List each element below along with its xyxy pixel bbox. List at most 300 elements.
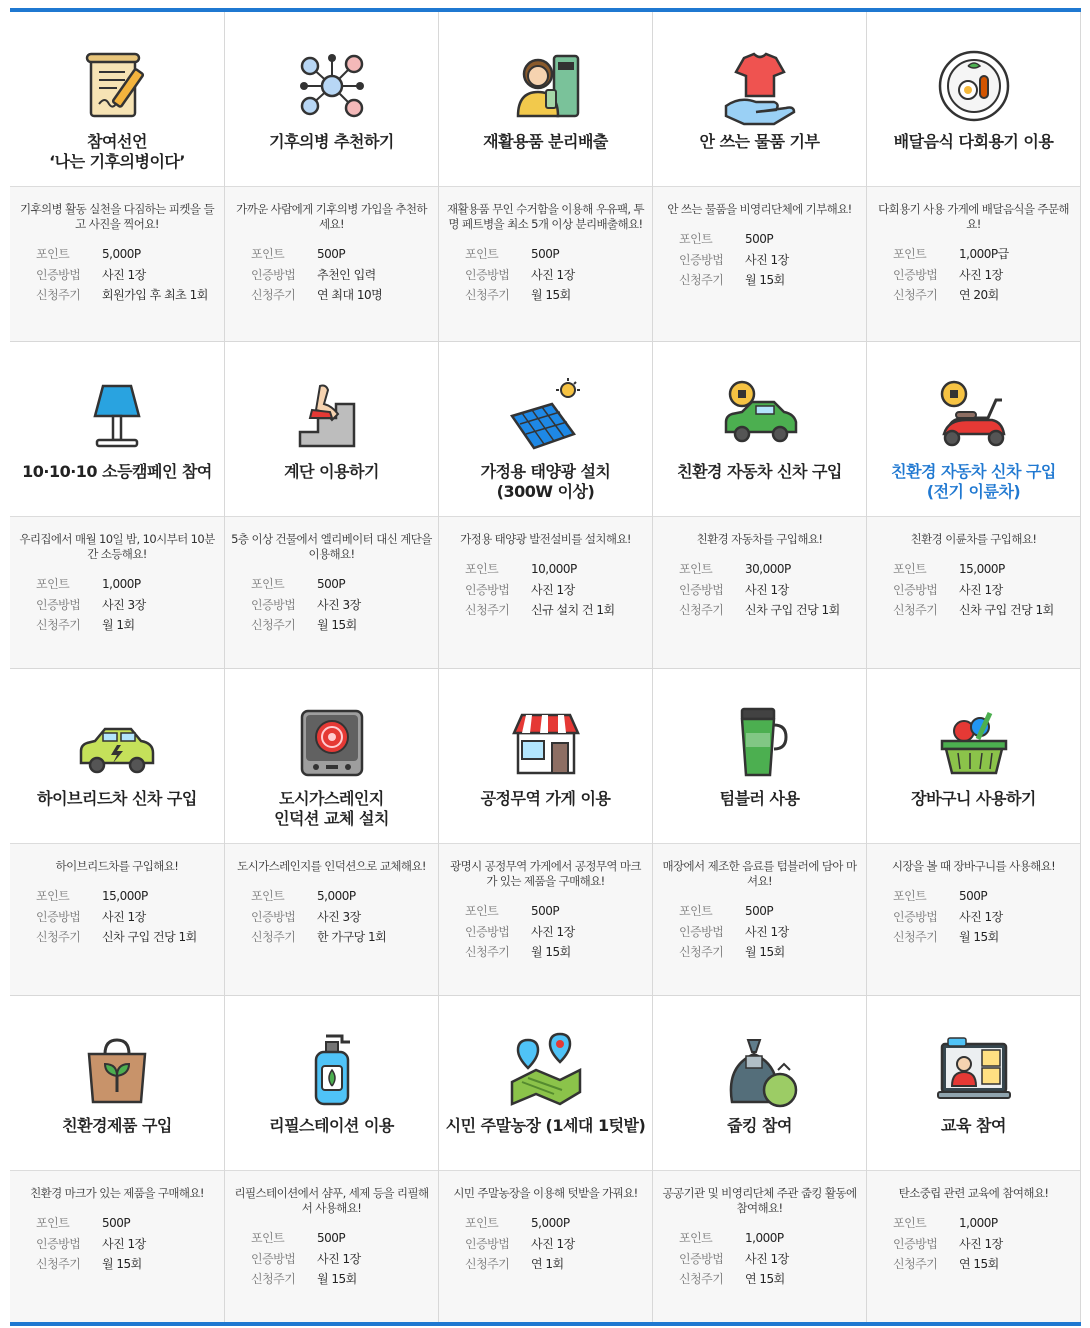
- cycle-value: 한 가구당 1회: [317, 930, 387, 944]
- card-description: 탄소중립 관련 교육에 참여해요!: [898, 1186, 1049, 1200]
- cycle-value: 월 15회: [959, 930, 999, 944]
- cycle-row: [893, 600, 1074, 621]
- point-label: 포인트: [36, 577, 70, 591]
- card-details: [225, 187, 438, 341]
- card-description: 안 쓰는 물품을 비영리단체에 기부해요!: [667, 202, 852, 216]
- cycle-value: 연 20회: [959, 288, 999, 302]
- card-description: 매장에서 제조한 음료를 텀블러에 담아 마셔요!: [662, 859, 857, 888]
- method-row: [36, 1234, 218, 1255]
- point-row: [893, 559, 1074, 580]
- method-value: 사진 1장: [317, 1251, 361, 1266]
- store-icon: [506, 703, 586, 783]
- donation-hand-icon: [720, 46, 800, 126]
- recycling-person-icon: [506, 46, 586, 126]
- cycle-value: 월 1회: [102, 618, 135, 632]
- point-label: 포인트: [679, 904, 713, 918]
- activity-card[interactable]: [224, 669, 438, 995]
- method-row: [465, 265, 646, 286]
- card-title: 친환경제품 구입: [62, 1116, 172, 1135]
- cycle-value: 월 15회: [102, 1257, 142, 1271]
- online-education-icon: [934, 1030, 1014, 1110]
- trash-bags-icon: [720, 1030, 800, 1110]
- card-info: [679, 559, 860, 621]
- point-row: [251, 574, 432, 595]
- cycle-value: 월 15회: [531, 288, 571, 302]
- method-row: [465, 922, 646, 943]
- card-description: 시민 주말농장을 이용해 텃밭을 가꿔요!: [453, 1186, 638, 1200]
- point-label: 포인트: [679, 562, 713, 576]
- activity-card[interactable]: [866, 342, 1081, 668]
- point-row: [251, 244, 432, 265]
- method-row: [893, 265, 1074, 286]
- method-value: 사진 1장: [102, 909, 146, 924]
- point-value: 500P: [531, 904, 560, 918]
- point-value: 1,000P: [102, 577, 141, 591]
- card-info: [893, 244, 1074, 306]
- card-details: [10, 844, 224, 995]
- method-row: [36, 595, 218, 616]
- card-title: 친환경 자동차 신차 구입 (전기 이륜차): [891, 462, 1056, 501]
- cycle-value: 신규 설치 건 1회: [531, 603, 615, 617]
- point-label: 포인트: [679, 232, 713, 246]
- point-value: 500P: [317, 577, 346, 591]
- point-label: 포인트: [465, 247, 499, 261]
- card-info: [465, 244, 646, 306]
- card-title: 시민 주말농장 (1세대 1텃밭): [445, 1116, 646, 1135]
- point-value: 10,000P: [531, 562, 577, 576]
- card-info: [465, 559, 646, 621]
- card-details: [653, 1171, 866, 1322]
- cycle-label: 신청주기: [893, 603, 938, 617]
- cycle-row: [36, 615, 218, 636]
- method-value: 사진 1장: [745, 582, 789, 597]
- card-title: 하이브리드차 신차 구입: [37, 789, 197, 808]
- point-row: [679, 1228, 860, 1249]
- method-row: [251, 1249, 432, 1270]
- card-info: [36, 574, 218, 636]
- card-info: [679, 1228, 860, 1290]
- card-description: 재활용품 무인 수거함을 이용해 우유팩, 투명 페트병을 최소 5개 이상 분리배출해요!: [447, 202, 644, 231]
- card-description: 가정용 태양광 발전설비를 설치해요!: [460, 532, 631, 546]
- method-row: [251, 907, 432, 928]
- electric-scooter-icon: [934, 376, 1014, 456]
- activity-card[interactable]: [10, 669, 224, 995]
- card-details: [225, 1171, 438, 1322]
- point-label: 포인트: [251, 577, 285, 591]
- card-header: [10, 669, 224, 844]
- card-info: [36, 886, 218, 948]
- method-value: 사진 1장: [959, 909, 1003, 924]
- card-details: [10, 187, 224, 341]
- method-label: 인증방법: [36, 597, 81, 612]
- method-value: 사진 1장: [102, 1236, 146, 1251]
- method-label: 인증방법: [36, 1236, 81, 1251]
- card-info: [465, 1213, 646, 1275]
- cycle-row: [465, 600, 646, 621]
- method-label: 인증방법: [679, 1251, 724, 1266]
- method-row: [893, 1234, 1074, 1255]
- point-row: [465, 559, 646, 580]
- point-label: 포인트: [465, 904, 499, 918]
- point-row: [465, 1213, 646, 1234]
- point-label: 포인트: [251, 1231, 285, 1245]
- card-title: 공정무역 가게 이용: [480, 789, 611, 808]
- cycle-label: 신청주기: [251, 288, 296, 302]
- card-details: [867, 187, 1080, 341]
- card-header: [225, 996, 438, 1171]
- method-row: [679, 922, 860, 943]
- card-details: [439, 517, 652, 668]
- method-label: 인증방법: [893, 267, 938, 282]
- cycle-label: 신청주기: [36, 930, 81, 944]
- cycle-label: 신청주기: [251, 618, 296, 632]
- card-title: 텀블러 사용: [719, 789, 800, 808]
- activity-card[interactable]: [224, 996, 438, 1322]
- point-value: 30,000P: [745, 562, 791, 576]
- method-label: 인증방법: [679, 924, 724, 939]
- lamp-icon: [77, 376, 157, 456]
- card-description: 친환경 마크가 있는 제품을 구매해요!: [30, 1186, 204, 1200]
- cycle-row: [251, 615, 432, 636]
- pledge-paper-icon: [77, 46, 157, 126]
- point-label: 포인트: [893, 1216, 927, 1230]
- point-row: [36, 244, 218, 265]
- card-description: 시장을 볼 때 장바구니를 사용해요!: [891, 859, 1056, 873]
- card-title: 계단 이용하기: [284, 462, 379, 481]
- card-details: [653, 517, 866, 668]
- cycle-row: [465, 285, 646, 306]
- card-header: [653, 12, 866, 187]
- card-description: 공공기관 및 비영리단체 주관 줍킹 활동에 참여해요!: [662, 1186, 857, 1215]
- cycle-label: 신청주기: [36, 288, 81, 302]
- point-label: 포인트: [893, 889, 927, 903]
- method-label: 인증방법: [465, 582, 510, 597]
- activity-card[interactable]: [652, 342, 866, 668]
- card-details: [225, 844, 438, 995]
- card-info: [893, 886, 1074, 948]
- electric-car-icon: [720, 376, 800, 456]
- card-description: 친환경 자동차를 구입해요!: [696, 532, 823, 546]
- point-value: 500P: [317, 247, 346, 261]
- method-label: 인증방법: [465, 1236, 510, 1251]
- card-details: [439, 187, 652, 341]
- point-row: [893, 1213, 1074, 1234]
- method-value: 사진 3장: [317, 597, 361, 612]
- method-value: 추천인 입력: [317, 267, 376, 282]
- method-label: 인증방법: [251, 909, 296, 924]
- cycle-row: [36, 1254, 218, 1275]
- cycle-label: 신청주기: [679, 945, 724, 959]
- point-row: [679, 229, 860, 250]
- card-info: [893, 1213, 1074, 1275]
- tumbler-icon: [720, 703, 800, 783]
- method-row: [36, 907, 218, 928]
- point-value: 1,000P급: [959, 247, 1009, 261]
- food-plate-icon: [934, 46, 1014, 126]
- method-label: 인증방법: [251, 1251, 296, 1266]
- point-value: 500P: [745, 232, 774, 246]
- activity-card[interactable]: [652, 669, 866, 995]
- card-header: [867, 996, 1080, 1171]
- card-title: 친환경 자동차 신차 구입: [677, 462, 842, 481]
- refill-bottle-icon: [292, 1030, 372, 1110]
- point-value: 500P: [959, 889, 988, 903]
- card-details: [867, 517, 1080, 668]
- card-title: 재활용품 분리배출: [483, 132, 608, 151]
- card-header: [653, 342, 866, 517]
- card-description: 다회용기 사용 가게에 배달음식을 주문해요!: [878, 202, 1069, 231]
- cycle-value: 신차 구입 건당 1회: [959, 603, 1054, 617]
- card-details: [867, 1171, 1080, 1322]
- card-details: [439, 1171, 652, 1322]
- method-row: [893, 580, 1074, 601]
- cycle-value: 연 15회: [745, 1272, 785, 1286]
- activity-card[interactable]: [438, 12, 652, 341]
- method-value: 사진 1장: [959, 267, 1003, 282]
- method-row: [251, 595, 432, 616]
- card-header: [867, 669, 1080, 844]
- point-value: 500P: [745, 904, 774, 918]
- cycle-value: 월 15회: [531, 945, 571, 959]
- card-details: [225, 517, 438, 668]
- hybrid-car-icon: [77, 703, 157, 783]
- point-row: [251, 886, 432, 907]
- card-description: 하이브리드차를 구입해요!: [55, 859, 179, 873]
- card-header: [653, 996, 866, 1171]
- point-value: 15,000P: [959, 562, 1005, 576]
- network-people-icon: [292, 46, 372, 126]
- cycle-row: [251, 1269, 432, 1290]
- method-row: [465, 580, 646, 601]
- cycle-value: 월 15회: [317, 618, 357, 632]
- method-label: 인증방법: [465, 924, 510, 939]
- point-row: [893, 886, 1074, 907]
- point-label: 포인트: [36, 247, 70, 261]
- method-value: 사진 1장: [102, 267, 146, 282]
- shopping-basket-icon: [934, 703, 1014, 783]
- eco-bag-icon: [77, 1030, 157, 1110]
- card-description: 5층 이상 건물에서 엘리베이터 대신 계단을 이용해요!: [231, 532, 432, 561]
- cycle-value: 월 15회: [745, 273, 785, 287]
- point-label: 포인트: [893, 247, 927, 261]
- cycle-label: 신청주기: [251, 1272, 296, 1286]
- cycle-value: 연 최대 10명: [317, 288, 383, 302]
- cycle-value: 신차 구입 건당 1회: [745, 603, 840, 617]
- cycle-value: 월 15회: [317, 1272, 357, 1286]
- card-title: 줍킹 참여: [727, 1116, 792, 1135]
- activity-card[interactable]: [652, 996, 866, 1322]
- activity-card[interactable]: [224, 342, 438, 668]
- method-value: 사진 1장: [531, 582, 575, 597]
- cycle-value: 월 15회: [745, 945, 785, 959]
- point-label: 포인트: [36, 889, 70, 903]
- activity-row: [10, 996, 1081, 1322]
- cycle-value: 회원가입 후 최초 1회: [102, 288, 208, 302]
- activity-card[interactable]: [866, 996, 1081, 1322]
- card-header: [867, 342, 1080, 517]
- method-row: [465, 1234, 646, 1255]
- method-value: 사진 1장: [959, 582, 1003, 597]
- card-title: 리필스테이션 이용: [269, 1116, 394, 1135]
- activity-card[interactable]: [10, 12, 224, 341]
- method-value: 사진 1장: [959, 1236, 1003, 1251]
- method-value: 사진 3장: [317, 909, 361, 924]
- point-row: [36, 1213, 218, 1234]
- point-row: [36, 574, 218, 595]
- method-label: 인증방법: [893, 582, 938, 597]
- method-value: 사진 1장: [531, 924, 575, 939]
- cycle-row: [893, 1254, 1074, 1275]
- card-header: [439, 12, 652, 187]
- card-header: [225, 669, 438, 844]
- cycle-row: [679, 1269, 860, 1290]
- method-row: [893, 907, 1074, 928]
- activity-card[interactable]: [224, 12, 438, 341]
- card-header: [10, 12, 224, 187]
- card-title: 참여선언 ‘나는 기후의병이다’: [49, 132, 185, 171]
- cycle-label: 신청주기: [465, 945, 510, 959]
- cycle-label: 신청주기: [893, 288, 938, 302]
- card-info: [251, 1228, 432, 1290]
- cycle-row: [679, 270, 860, 291]
- method-value: 사진 1장: [745, 1251, 789, 1266]
- cycle-label: 신청주기: [893, 1257, 938, 1271]
- activity-card[interactable]: [438, 342, 652, 668]
- point-value: 1,000P: [745, 1231, 784, 1245]
- card-description: 기후의병 활동 실천을 다짐하는 피켓을 들고 사진을 찍어요!: [20, 202, 214, 231]
- point-value: 500P: [102, 1216, 131, 1230]
- point-value: 15,000P: [102, 889, 148, 903]
- cycle-label: 신청주기: [36, 1257, 81, 1271]
- activity-row: [10, 12, 1081, 342]
- activity-row: [10, 669, 1081, 996]
- card-header: [225, 342, 438, 517]
- method-row: [679, 1249, 860, 1270]
- card-description: 도시가스레인지를 인덕션으로 교체해요!: [237, 859, 426, 873]
- card-description: 가까운 사람에게 기후의병 가입을 추천하세요!: [236, 202, 427, 231]
- card-description: 친환경 이륜차를 구입해요!: [910, 532, 1037, 546]
- method-label: 인증방법: [679, 582, 724, 597]
- cycle-row: [36, 927, 218, 948]
- activity-grid: [10, 8, 1081, 1326]
- cycle-value: 연 15회: [959, 1257, 999, 1271]
- cycle-label: 신청주기: [251, 930, 296, 944]
- point-label: 포인트: [251, 889, 285, 903]
- activity-card[interactable]: [438, 996, 652, 1322]
- card-header: [10, 996, 224, 1171]
- card-info: [679, 901, 860, 963]
- activity-card[interactable]: [10, 996, 224, 1322]
- card-title: 장바구니 사용하기: [911, 789, 1036, 808]
- cycle-label: 신청주기: [465, 603, 510, 617]
- cycle-row: [465, 942, 646, 963]
- card-info: [251, 574, 432, 636]
- activity-row: [10, 342, 1081, 669]
- cycle-label: 신청주기: [679, 273, 724, 287]
- cycle-label: 신청주기: [465, 1257, 510, 1271]
- method-label: 인증방법: [893, 909, 938, 924]
- card-info: [36, 1213, 218, 1275]
- card-details: [10, 517, 224, 668]
- card-details: [653, 844, 866, 995]
- card-header: [439, 996, 652, 1171]
- cycle-row: [679, 942, 860, 963]
- activity-card[interactable]: [866, 12, 1081, 341]
- method-value: 사진 1장: [531, 267, 575, 282]
- point-value: 5,000P: [531, 1216, 570, 1230]
- point-row: [465, 901, 646, 922]
- method-label: 인증방법: [251, 267, 296, 282]
- cycle-value: 연 1회: [531, 1257, 564, 1271]
- card-info: [465, 901, 646, 963]
- card-info: [679, 229, 860, 291]
- card-title: 10·10·10 소등캠페인 참여: [22, 462, 212, 481]
- cycle-label: 신청주기: [893, 930, 938, 944]
- stairs-icon: [292, 376, 372, 456]
- card-title: 기후의병 추천하기: [269, 132, 394, 151]
- point-label: 포인트: [893, 562, 927, 576]
- card-description: 광명시 공정무역 가게에서 공정무역 마크가 있는 제품을 구매해요!: [450, 859, 641, 888]
- card-info: [893, 559, 1074, 621]
- point-value: 5,000P: [102, 247, 141, 261]
- card-title: 도시가스레인지 인덕션 교체 설치: [274, 789, 389, 828]
- cycle-row: [893, 285, 1074, 306]
- card-description: 우리집에서 매월 10일 밤, 10시부터 10분간 소등해요!: [19, 532, 215, 561]
- cycle-label: 신청주기: [465, 288, 510, 302]
- card-info: [251, 886, 432, 948]
- point-label: 포인트: [465, 562, 499, 576]
- card-details: [653, 187, 866, 341]
- method-label: 인증방법: [679, 252, 724, 267]
- method-row: [36, 265, 218, 286]
- card-details: [867, 844, 1080, 995]
- method-label: 인증방법: [251, 597, 296, 612]
- method-label: 인증방법: [36, 267, 81, 282]
- method-label: 인증방법: [36, 909, 81, 924]
- card-header: [867, 12, 1080, 187]
- cycle-value: 신차 구입 건당 1회: [102, 930, 197, 944]
- card-info: [251, 244, 432, 306]
- cycle-row: [36, 285, 218, 306]
- method-value: 사진 1장: [745, 924, 789, 939]
- cycle-row: [251, 927, 432, 948]
- card-details: [10, 1171, 224, 1322]
- method-row: [251, 265, 432, 286]
- activity-card[interactable]: [438, 669, 652, 995]
- method-row: [679, 580, 860, 601]
- induction-stove-icon: [292, 703, 372, 783]
- point-value: 500P: [317, 1231, 346, 1245]
- activity-card[interactable]: [866, 669, 1081, 995]
- activity-card[interactable]: [652, 12, 866, 341]
- method-row: [679, 250, 860, 271]
- cycle-label: 신청주기: [679, 603, 724, 617]
- solar-panel-icon: [506, 376, 586, 456]
- activity-card[interactable]: [10, 342, 224, 668]
- point-row: [251, 1228, 432, 1249]
- farm-map-icon: [506, 1030, 586, 1110]
- card-header: [225, 12, 438, 187]
- cycle-label: 신청주기: [679, 1272, 724, 1286]
- point-value: 1,000P: [959, 1216, 998, 1230]
- method-value: 사진 3장: [102, 597, 146, 612]
- point-value: 5,000P: [317, 889, 356, 903]
- point-row: [36, 886, 218, 907]
- method-value: 사진 1장: [745, 252, 789, 267]
- method-label: 인증방법: [893, 1236, 938, 1251]
- point-label: 포인트: [679, 1231, 713, 1245]
- card-header: [439, 342, 652, 517]
